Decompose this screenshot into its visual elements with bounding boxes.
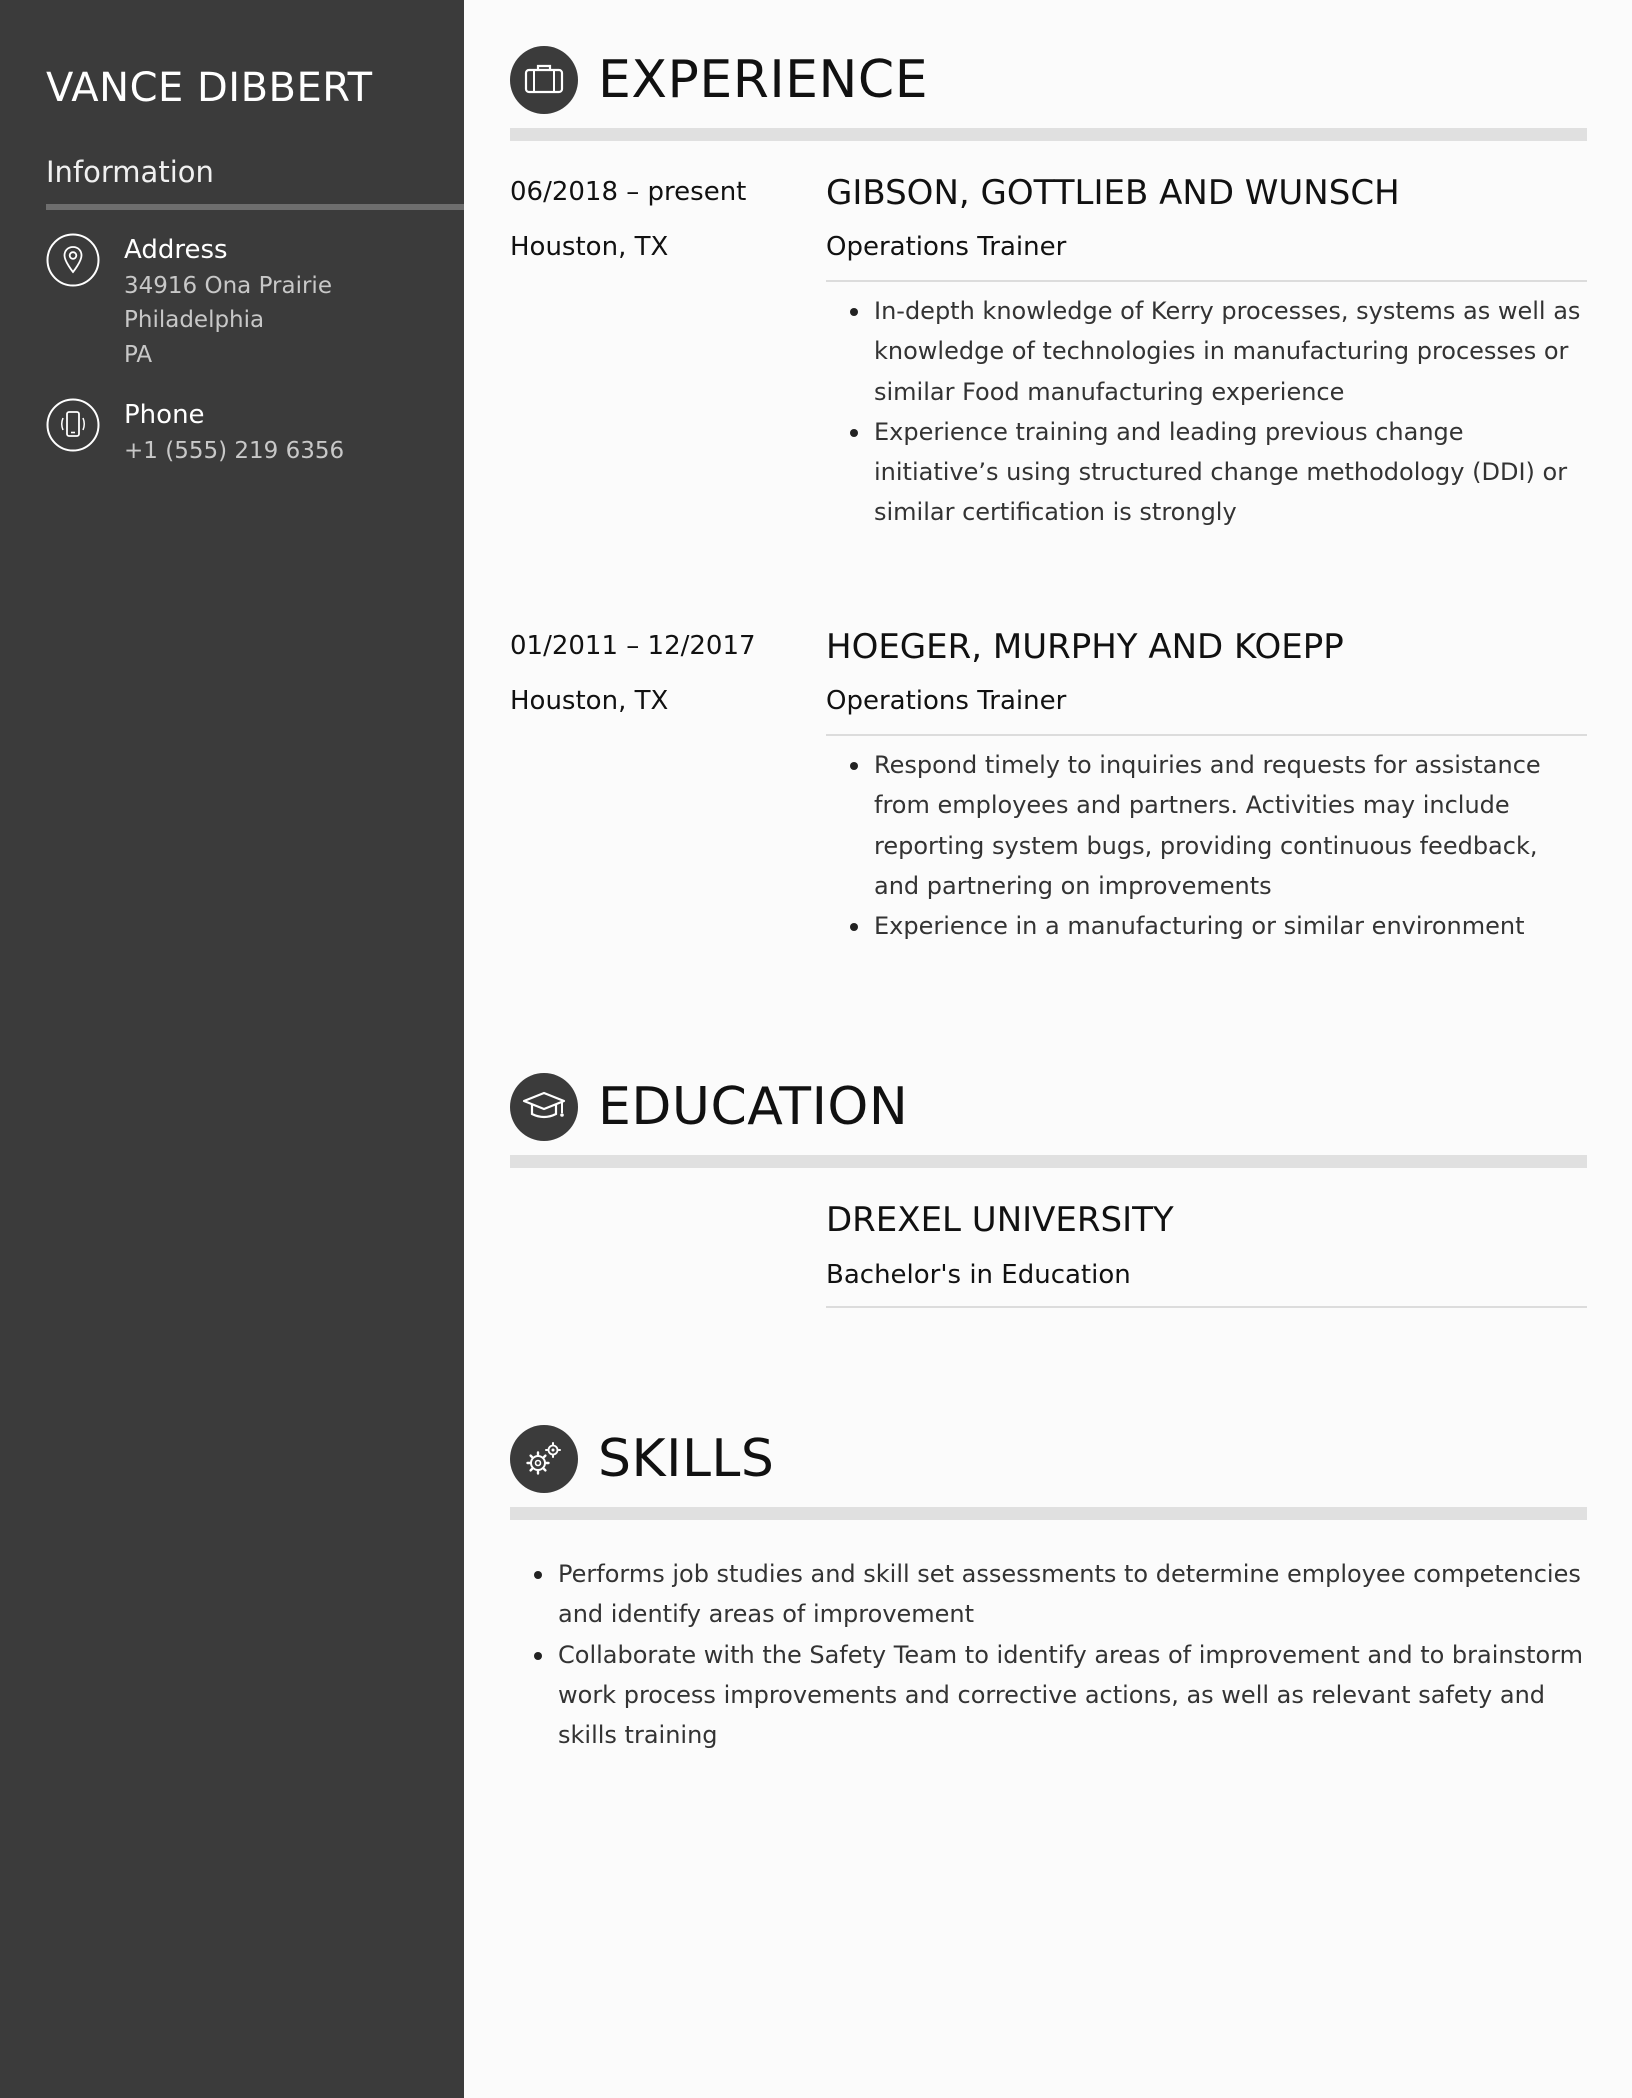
list-item: Performs job studies and skill set assessments to determine employee competencies and identify areas of improvement (510, 1554, 1587, 1635)
phone-number: +1 (555) 219 6356 (124, 438, 345, 464)
gears-icon (510, 1425, 578, 1493)
list-item: Experience in a manufacturing or similar environment (826, 906, 1587, 946)
information-divider (46, 204, 464, 210)
skills-list (510, 1554, 1587, 1755)
job-role: Operations Trainer (826, 686, 1067, 716)
school-name: DREXEL UNIVERSITY (826, 1200, 1174, 1240)
job-divider (826, 280, 1587, 282)
address-label: Address (124, 235, 228, 265)
list-item: Experience training and leading previous change initiative’s using structured change methodology (DDI) or similar certification is strongly (826, 412, 1587, 533)
candidate-name: VANCE DIBBERT (46, 65, 373, 111)
address-line-3: PA (124, 342, 153, 368)
phone-icon (46, 398, 100, 452)
graduation-cap-icon (510, 1073, 578, 1141)
job-company: HOEGER, MURPHY AND KOEPP (826, 627, 1344, 667)
education-title: EDUCATION (598, 1077, 909, 1137)
job-location: Houston, TX (510, 686, 669, 716)
address-block (46, 233, 446, 368)
experience-title: EXPERIENCE (598, 50, 929, 110)
skills-divider (510, 1507, 1587, 1520)
job-dates: 06/2018 – present (510, 177, 747, 207)
job-company: GIBSON, GOTTLIEB AND WUNSCH (826, 173, 1400, 213)
address-line-1: 34916 Ona Prairie (124, 273, 332, 299)
skills-header (510, 1425, 1587, 1525)
education-header (510, 1073, 1587, 1173)
experience-divider (510, 128, 1587, 141)
skills-title: SKILLS (598, 1429, 775, 1489)
map-pin-icon (46, 233, 100, 287)
list-item: Respond timely to inquiries and requests for assistance from employees and partners. Activities may include reporting system bugs, providing continuous feedback, and partnering on improvements (826, 745, 1587, 906)
briefcase-icon (510, 46, 578, 114)
list-item: In-depth knowledge of Kerry processes, systems as well as knowledge of technologies in manufacturing processes or similar Food manufacturing experience (826, 291, 1587, 412)
list-item: Collaborate with the Safety Team to identify areas of improvement and to brainstorm work process improvements and corrective actions, as well as relevant safety and skills training (510, 1635, 1587, 1756)
sidebar (0, 0, 464, 2098)
education-divider (510, 1155, 1587, 1168)
phone-label: Phone (124, 400, 205, 430)
job-dates: 01/2011 – 12/2017 (510, 631, 756, 661)
education-item-divider (826, 1306, 1587, 1308)
job-bullets (826, 291, 1587, 533)
address-line-2: Philadelphia (124, 307, 265, 333)
job-divider (826, 734, 1587, 736)
phone-block (46, 398, 446, 468)
job-role: Operations Trainer (826, 232, 1067, 262)
job-location: Houston, TX (510, 232, 669, 262)
degree: Bachelor's in Education (826, 1260, 1131, 1290)
job-bullets (826, 745, 1587, 946)
experience-header (510, 46, 1587, 146)
information-heading: Information (46, 155, 214, 189)
